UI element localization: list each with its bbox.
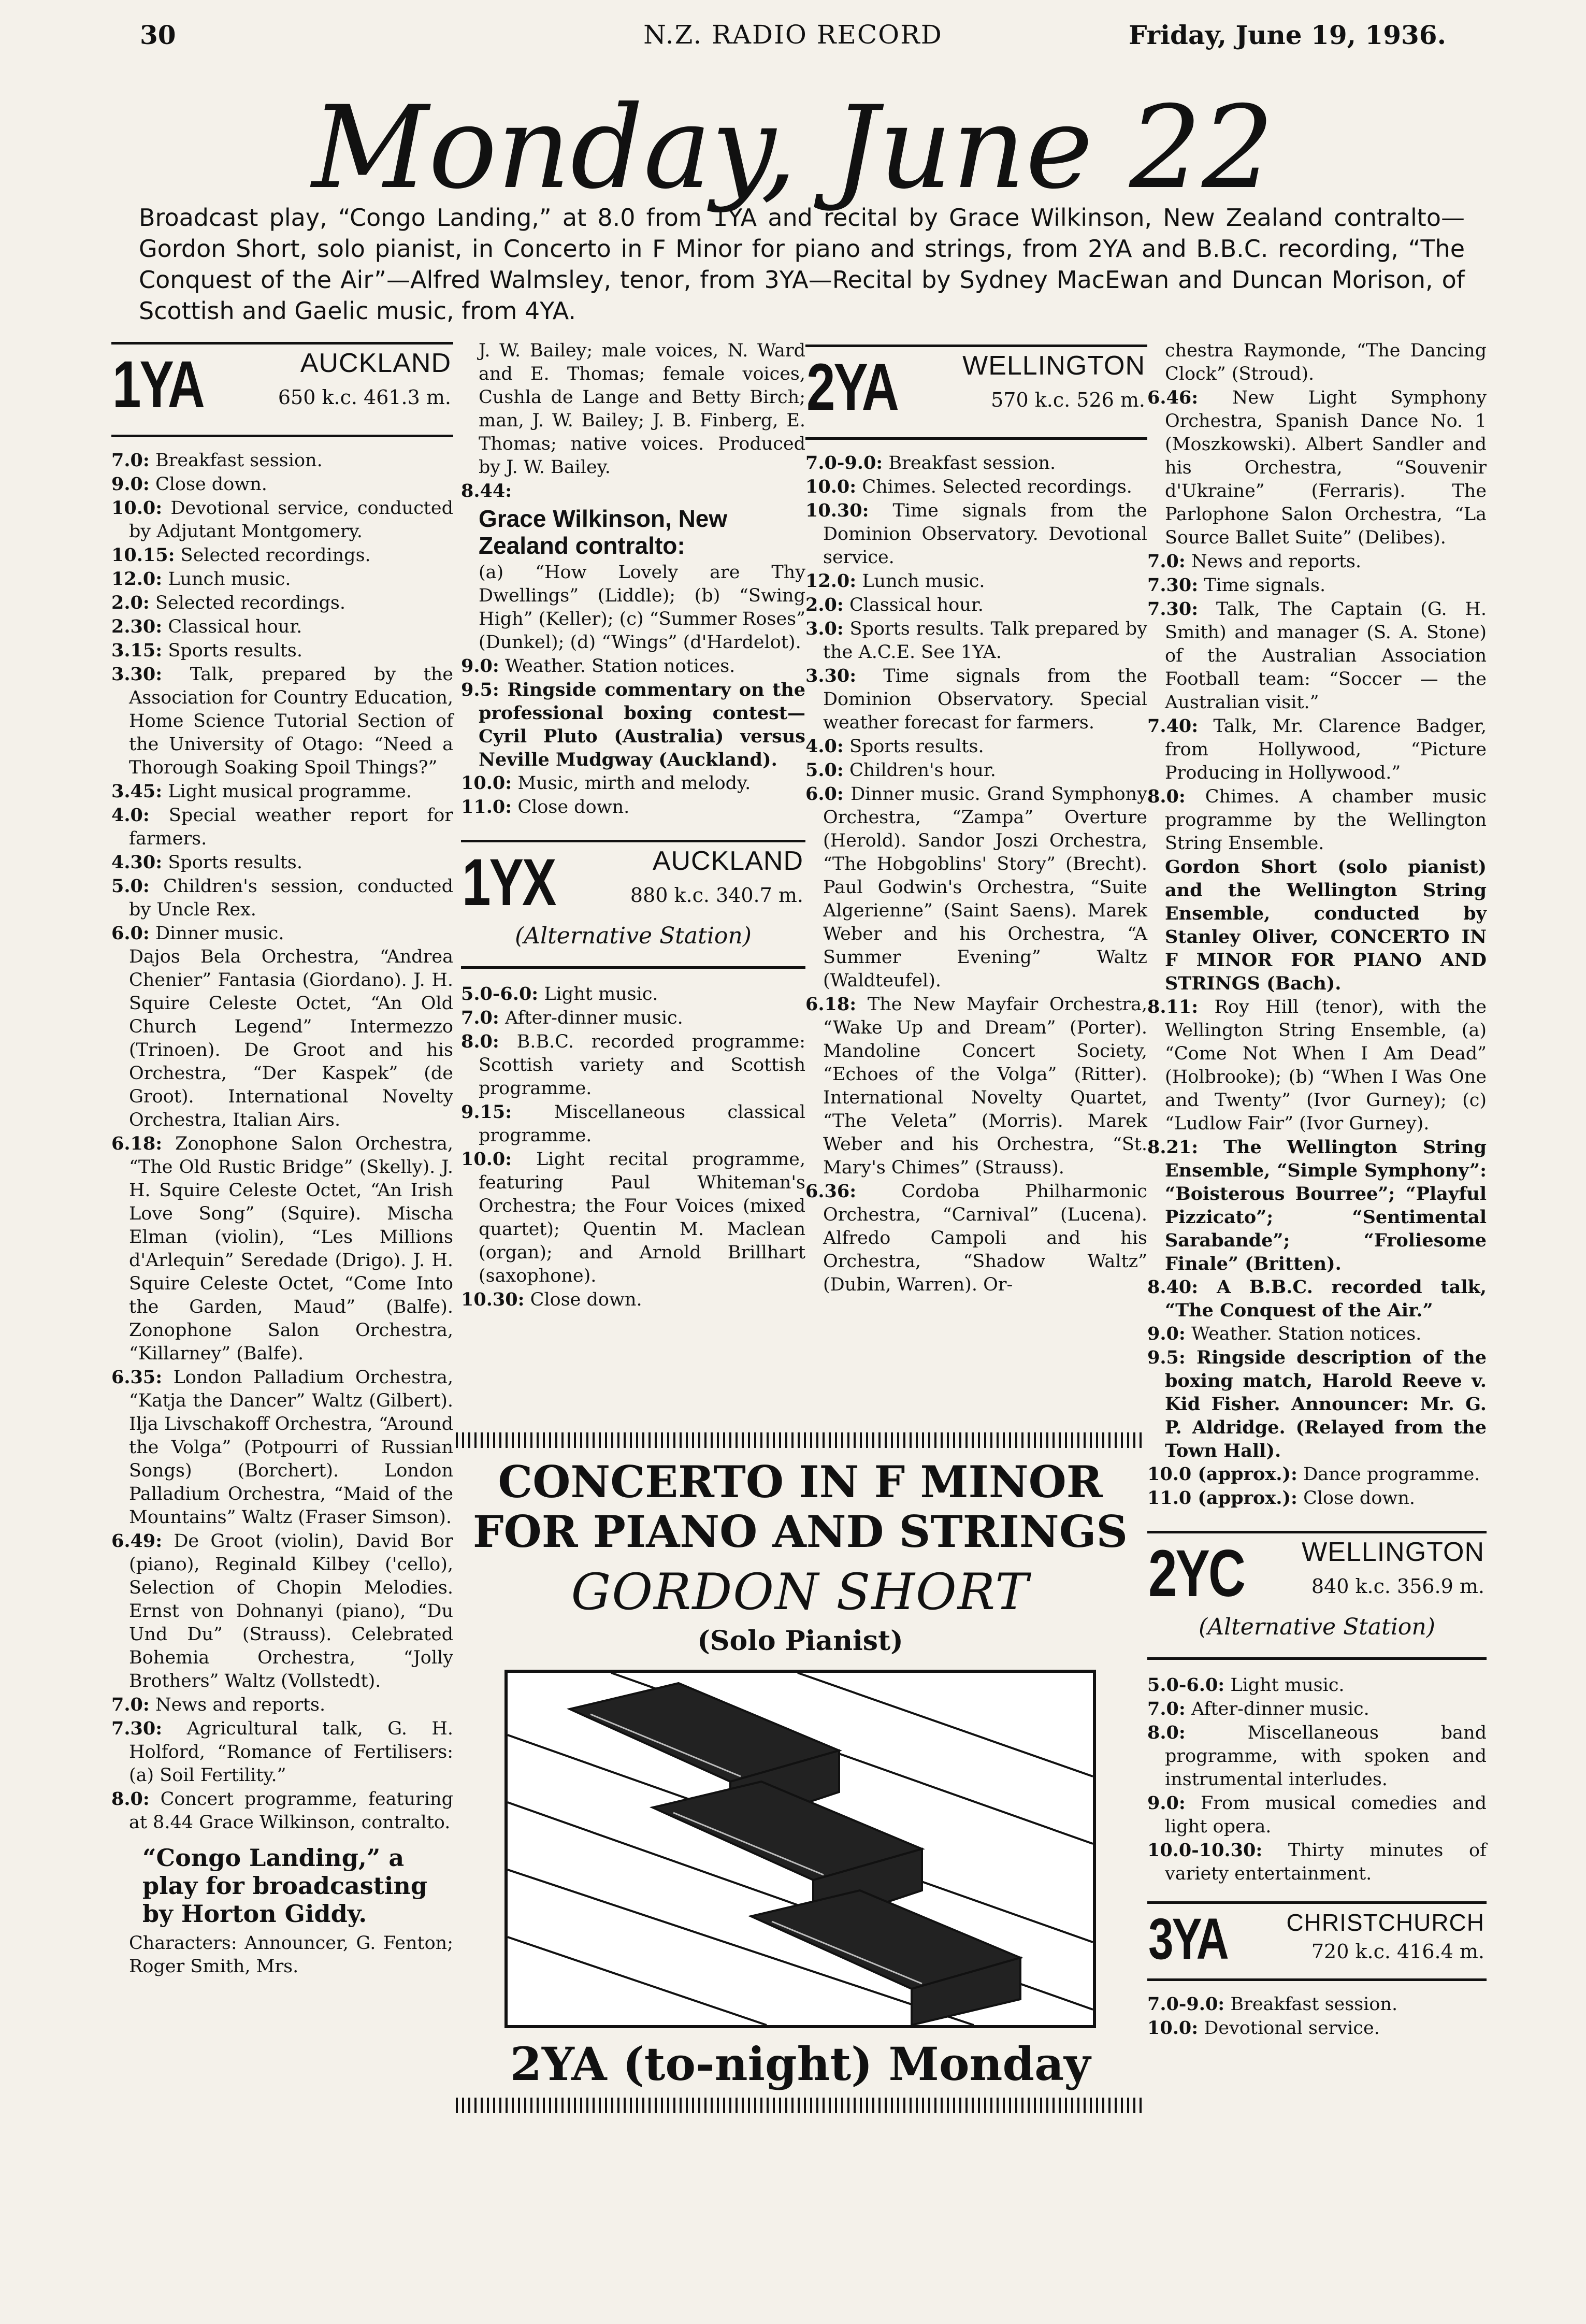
entry-description: Cordoba Philharmonic Orchestra, “Carnival” (Lucena). Alfredo Campoli and his Orchestra, “Shadow Waltz” (Dubin, Warren). Or- (823, 1181, 1147, 1295)
entry-time: 8.44: (461, 480, 512, 501)
entry-description: Chimes. Selected recordings. (862, 477, 1132, 497)
entry-time: 10.15: (111, 544, 175, 566)
programme-entry (111, 449, 453, 472)
play-title: “Congo Landing,” a play for broadcasting by Horton Giddy. (142, 1844, 428, 1928)
entry-time: 10.0: (111, 497, 163, 519)
programme-list-3ya (1147, 1992, 1487, 2040)
feature-songs: (a) “How Lovely are Thy Dwellings” (Liddle); (b) “Swing High” (Keller); (c) “Summer Roses” (Dunkel); (d) “Wings” (d'Hardelot). (479, 562, 806, 653)
entry-time: 7.0: (111, 1694, 150, 1715)
programme-entry (805, 593, 1147, 617)
entry-time: 7.0: (1147, 1698, 1186, 1719)
column-4 (1147, 339, 1487, 2040)
entry-time: 10.0: (461, 1149, 512, 1170)
programme-entry (805, 499, 1147, 569)
entry-time: 6.18: (805, 994, 857, 1015)
station-alternative: (Alternative Station) (1199, 1614, 1435, 1640)
programme-entry (1147, 1275, 1487, 1322)
programme-entry (805, 664, 1147, 735)
entry-description: Sports results. (168, 852, 302, 873)
column-2 (461, 339, 805, 1312)
station-call: 1YX (462, 845, 555, 920)
programme-entry (805, 758, 1147, 782)
entry-description: Classical hour. (168, 616, 302, 637)
programme-entry (805, 782, 1147, 993)
programme-entry (111, 1693, 453, 1717)
programme-list-2yc (1147, 1673, 1487, 1886)
programme-entry (805, 1180, 1147, 1297)
programme-entry (1147, 1322, 1487, 1346)
entry-description: Special weather report for farmers. (129, 805, 453, 849)
programme-entry (805, 617, 1147, 664)
entry-time: 9.0: (1147, 1323, 1186, 1344)
entry-time: 9.5: (461, 679, 499, 700)
entry-time: 8.11: (1147, 996, 1199, 1017)
advert-headline-1: CONCERTO IN F MINOR (498, 1456, 1103, 1508)
entry-time: 6.35: (111, 1367, 163, 1388)
station-header-1yx (461, 840, 805, 969)
entry-time: 6.49: (111, 1530, 163, 1552)
entry-time: 3.30: (111, 664, 163, 685)
programme-entry (805, 451, 1147, 475)
page-number: 30 (140, 20, 176, 50)
programme-entry (1147, 1697, 1487, 1721)
entry-description: Time signals from the Dominion Observatory. Special weather forecast for farmers. (823, 666, 1147, 733)
entry-description: Classical hour. (849, 595, 984, 615)
entry-time: 10.30: (461, 1289, 525, 1310)
feature-artist: Grace Wilkinson, New Zealand contralto: (479, 505, 728, 559)
programme-entry (111, 1717, 453, 1787)
station-header-2yc (1147, 1531, 1487, 1660)
programme-entry (1147, 1462, 1487, 1486)
programme-entry (461, 1006, 805, 1030)
entry-time: 10.0: (805, 476, 857, 497)
running-header (0, 20, 1586, 61)
programme-entry (461, 678, 805, 771)
entry-time: 7.0: (461, 1007, 499, 1028)
entry-description: Close down. (155, 474, 267, 495)
entry-description: Lunch music. (862, 571, 985, 592)
entry-time: 7.0-9.0: (805, 452, 883, 474)
programme-entry (111, 922, 453, 945)
programme-entry (111, 1529, 453, 1693)
entry-time: 5.0-6.0: (461, 983, 539, 1005)
programme-entry (1147, 573, 1487, 597)
column-3 (805, 345, 1147, 1297)
intro-paragraph: Broadcast play, “Congo Landing,” at 8.0 from 1YA and recital by Grace Wilkinson, New Zealand contralto—Gordon Short, solo pianist, in Concerto in F Minor for piano and strings, from 2YA and B.B.C. recording, “The Conquest of the Air”—Alfred Walmsley, tenor, from 3YA—Recital by Sydney MacEwan and Duncan Morison, of Scottish and Gaelic music, from 4YA. (139, 204, 1465, 325)
programme-entry (461, 1147, 805, 1288)
programme-entry (1147, 1721, 1487, 1791)
entry-description: Talk, The Captain (G. H. Smith) and manager (S. A. Stone) of the Australian Association Football team: “Soccer — the Australian visit.” (1165, 599, 1487, 713)
entry-time: 7.30: (111, 1718, 163, 1739)
entry-description: Agricultural talk, G. H. Holford, “Romance of Fertilisers: (a) Soil Fertility.” (129, 1718, 453, 1786)
entry-description: News and reports. (1191, 551, 1362, 572)
programme-entry (461, 771, 805, 795)
station-call: 2YC (1148, 1537, 1244, 1611)
entry-time: 8.0: (1147, 1722, 1186, 1743)
programme-entry (111, 543, 453, 567)
entry-time: 9.5: (1147, 1347, 1186, 1368)
programme-entry (461, 1288, 805, 1312)
entry-time: 5.0: (111, 876, 150, 897)
entry-time: 2.0: (111, 592, 150, 613)
station-frequency: 570 k.c. 526 m. (991, 389, 1145, 411)
piano-keys-illustration (504, 1670, 1096, 2028)
entry-time: 6.0: (111, 923, 150, 944)
programme-entry (111, 1787, 453, 1834)
entry-description: Children's hour. (849, 760, 996, 781)
entry-description: Breakfast session. (155, 450, 323, 471)
entry-time: 8.0: (461, 1031, 499, 1052)
programme-entry (1147, 1791, 1487, 1839)
entry-time: 7.30: (1147, 598, 1199, 620)
entry-description: Breakfast session. (1230, 1994, 1398, 2015)
entry-description: Talk, prepared by the Association for Country Education, Home Science Tutorial Section of the University of Otago: “Need a Thorough Soaking Spoil Things?” (129, 664, 453, 778)
advert-footer: 2YA (to-night) Monday (510, 2037, 1091, 2091)
entry-description: Weather. Station notices. (504, 656, 736, 677)
advert-performer-role: (Solo Pianist) (697, 1625, 903, 1657)
station-frequency: 840 k.c. 356.9 m. (1311, 1575, 1484, 1598)
programme-list-1yx (461, 982, 805, 1312)
play-characters-continued: J. W. Bailey; male voices, N. Ward and E. Thomas; female voices, Cushla de Lange and Betty Birch; man, J. W. Bailey; J. B. Finberg, E. Thomas; native voices. Produced by J. W. Bailey. (479, 340, 805, 478)
column-1 (111, 342, 453, 1978)
programme-entry (111, 639, 453, 663)
entry-time: 3.0: (805, 618, 844, 639)
programme-list-2ya (805, 451, 1147, 1297)
entry-time: 7.30: (1147, 575, 1199, 596)
entry-description: After-dinner music. (1191, 1699, 1369, 1719)
entry-description: News and reports. (155, 1695, 326, 1715)
entry-description: Zonophone Salon Orchestra, “The Old Rustic Bridge” (Skelly). J. H. Squire Celeste Octet, “An Irish Love Song” (Squire). Mischa Elman (violin), “Les Millions d'Arlequin” Seredade (Drigo). J. H. Squire Celeste Octet, “Come Into the Garden, Maud” (Balfe). Zonophone Salon Orchestra, “Killarney” (Balfe). (129, 1134, 453, 1364)
entry-description: Miscellaneous classical programme. (479, 1102, 805, 1146)
issue-date: Friday, June 19, 1936. (1129, 20, 1446, 50)
programme-entry (1147, 714, 1487, 785)
entry-time: 7.0: (1147, 551, 1186, 572)
entry-time: 9.15: (461, 1101, 512, 1123)
dinner-music-detail: Dajos Bela Orchestra, “Andrea Chenier” Fantasia (Giordano). J. H. Squire Celeste Octet, “An Old Church Legend” Intermezzo (Trinoen). De Groot and his Orchestra, “Der Kaspek” (de Groot). International Novelty Orchestra, Italian Airs. (129, 946, 453, 1130)
entry-time: 3.30: (805, 665, 857, 686)
entry-description: Ringside description of the boxing match, Harold Reeve v. Kid Fisher. Announcer: Mr. G. P. Aldridge. (Relayed from the Town Hall). (1165, 1347, 1487, 1461)
entry-time: 12.0: (111, 568, 163, 590)
entry-description: Talk, Mr. Clarence Badger, from Hollywood, “Picture Producing in Hollywood.” (1165, 716, 1487, 783)
entry-description: Roy Hill (tenor), with the Wellington String Ensemble, (a) “Come Not When I Am Dead” (Holbrooke); (b) “When I Was One and Twenty” (Ivor Gurney); (c) “Ludlow Fair” (Ivor Gurney). (1165, 997, 1487, 1134)
day-title: Monday, June 22 (312, 81, 1274, 214)
entry-description: De Groot (violin), David Bor (piano), Reginald Kilbey ('cello), Selection of Chopin Melodies. Ernst von Dohnanyi (piano), “Du Und Du” (Strauss). Celebrated Bohemia Orchestra, “Jolly Brothers” Waltz (Vollstedt). (129, 1531, 453, 1691)
entry-time: 10.30: (805, 500, 869, 521)
entry-description: Miscellaneous band programme, with spoken and instrumental interludes. (1165, 1723, 1487, 1790)
station-city: WELLINGTON (1302, 1537, 1484, 1567)
entry-description: The Wellington String Ensemble, “Simple Symphony”: “Boisterous Bourree”; “Playful Pizzicato”; “Sentimental Sarabande”; “Froliesome Finale” (Britten). (1165, 1137, 1487, 1274)
entry-time: 4.30: (111, 852, 163, 873)
advert-headline-2: FOR PIANO AND STRINGS (472, 1506, 1128, 1557)
programme-entry (1147, 995, 1487, 1136)
programme-entry (111, 780, 453, 804)
station-call: 1YA (112, 348, 204, 422)
programme-entry (1147, 597, 1487, 714)
programme-entry (111, 851, 453, 874)
entry-description: Selected recordings. (155, 593, 345, 613)
station-call: 2YA (806, 350, 898, 424)
entry-time: 3.15: (111, 640, 163, 661)
programme-entry (461, 795, 805, 819)
entry-time: 10.0: (1147, 2017, 1199, 2039)
entry-time: 12.0: (805, 570, 857, 592)
programme-entry (461, 654, 805, 678)
station-city: WELLINGTON (962, 351, 1145, 381)
entry-description: From musical comedies and light opera. (1165, 1793, 1487, 1837)
entry-time: 8.40: (1147, 1276, 1199, 1298)
programme-entry (805, 735, 1147, 758)
entry-description: Devotional service, conducted by Adjutant Montgomery. (129, 498, 453, 542)
entry-time: 6.18: (111, 1133, 163, 1154)
programme-entry (1147, 1839, 1487, 1886)
entry-time: 9.0: (1147, 1792, 1186, 1814)
programme-entry (461, 479, 805, 503)
programme-entry (111, 496, 453, 543)
entry-description: Ringside commentary on the professional boxing contest—Cyril Pluto (Australia) versus Neville Mudgway (Auckland). (479, 679, 805, 770)
entry-time: 11.0: (461, 796, 512, 817)
programme-entry (461, 1100, 805, 1147)
programme-list-2ya-late (1147, 995, 1487, 1510)
programme-entry (805, 993, 1147, 1180)
entry-description: Chimes. A chamber music programme by the Wellington String Ensemble. (1165, 786, 1487, 854)
entry-description: Children's session, conducted by Uncle Rex. (129, 876, 453, 920)
entry-description: Dinner music. Grand Symphony Orchestra, “Zampa” Overture (Herold). Sandor Joszi Orchestra, “The Hobgoblins' Story” (Brecht). Paul Godwin's Orchestra, “Suite Algerienne” (Saint Saens). Marek Weber and his Orchestra, “A Summer Evening” Waltz (Waldteufel). (823, 784, 1147, 991)
entry-time: 8.0: (1147, 786, 1186, 807)
entry-description: Close down. (517, 797, 630, 817)
station-city: AUCKLAND (300, 348, 451, 378)
entry-description: Breakfast session. (888, 453, 1056, 474)
entry-time: 8.21: (1147, 1137, 1199, 1158)
programme-entry (111, 1132, 453, 1366)
entry-time: 6.36: (805, 1181, 857, 1202)
entry-description: London Palladium Orchestra, “Katja the Dancer” Waltz (Gilbert). Ilja Livschakoff Orchestra, “Around the Volga” (Potpourri of Russian Songs) (Borchert). London Palladium Orchestra, “Maid of the Mountains” Waltz (Fraser Simson). (129, 1367, 453, 1528)
entry-time: 4.0: (805, 736, 844, 757)
programme-list-2ya-evening (1147, 386, 1487, 855)
station-frequency: 880 k.c. 340.7 m. (630, 884, 803, 907)
entry-description: A B.B.C. recorded talk, “The Conquest of the Air.” (1165, 1276, 1487, 1321)
entry-time: 2.0: (805, 594, 844, 615)
entry-description: Music, mirth and melody. (517, 773, 751, 794)
programme-entry (805, 569, 1147, 593)
station-alternative: (Alternative Station) (515, 923, 752, 949)
station-call: 3YA (1148, 1906, 1228, 1971)
entry-description: B.B.C. recorded programme: Scottish variety and Scottish programme. (479, 1031, 805, 1099)
programme-entry (111, 567, 453, 591)
station-city: CHRISTCHURCH (1286, 1909, 1484, 1936)
programme-list-1ya-late (461, 654, 805, 819)
station-header-3ya (1147, 1901, 1487, 1981)
programme-entry (805, 475, 1147, 499)
programme-entry (1147, 1673, 1487, 1697)
entry-time: 6.46: (1147, 387, 1199, 408)
entry-time: 3.45: (111, 781, 163, 802)
programme-entry (1147, 1486, 1487, 1510)
station-frequency: 720 k.c. 416.4 m. (1311, 1940, 1484, 1963)
programme-entry (111, 615, 453, 639)
entry-description: Sports results. Talk prepared by the A.C.E. See 1YA. (823, 619, 1147, 663)
programme-entry (111, 804, 453, 851)
station-city: AUCKLAND (652, 846, 803, 876)
entry-description: Light recital programme, featuring Paul Whiteman's Orchestra; the Four Voices (mixed quartet); Quentin M. Maclean (organ); and Arnold Brillhart (saxophone). (479, 1149, 805, 1286)
programme-entry (461, 982, 805, 1006)
entry-time: 5.0: (805, 759, 844, 781)
programme-entry (1147, 386, 1487, 550)
play-characters: Characters: Announcer, G. Fenton; Roger Smith, Mrs. (129, 1933, 453, 1977)
entry-time: 7.0: (111, 450, 150, 471)
programme-entry (111, 874, 453, 922)
programme-entry (1147, 2016, 1487, 2040)
programme-entry (1147, 785, 1487, 855)
concerto-advertisement (456, 1432, 1145, 2228)
entry-description: Close down. (530, 1289, 642, 1310)
decorative-rule (456, 1432, 1145, 1448)
entry-description: Sports results. (849, 736, 984, 757)
entry-description: Light musical programme. (168, 781, 412, 802)
entry-time: 2.30: (111, 616, 163, 637)
entry-description: Close down. (1303, 1488, 1416, 1509)
station-header-2ya (805, 345, 1147, 440)
programme-entry (111, 472, 453, 496)
programme-entry (111, 591, 453, 615)
advert-performer: GORDON SHORT (571, 1563, 1030, 1621)
decorative-rule (456, 2098, 1145, 2113)
programme-list-1ya-evening (111, 1132, 453, 1834)
programme-entry (111, 663, 453, 780)
station-frequency: 650 k.c. 461.3 m. (278, 386, 451, 409)
station-header-1ya (111, 342, 453, 437)
entry-description: Light music. (1230, 1675, 1345, 1696)
entry-description: Selected recordings. (180, 545, 371, 566)
orchestra-continued: chestra Raymonde, “The Dancing Clock” (Stroud). (1165, 340, 1487, 384)
entry-description: After-dinner music. (504, 1008, 683, 1028)
entry-time: 7.0-9.0: (1147, 1993, 1225, 2015)
programme-entry (1147, 1136, 1487, 1275)
entry-time: 9.0: (461, 655, 499, 677)
entry-time: 8.0: (111, 1788, 150, 1810)
entry-description: Lunch music. (168, 569, 291, 590)
entry-time: 7.40: (1147, 715, 1199, 737)
entry-description: Concert programme, featuring at 8.44 Grace Wilkinson, contralto. (129, 1789, 453, 1833)
entry-description: Devotional service. (1204, 2018, 1380, 2039)
programme-entry (1147, 550, 1487, 573)
programme-entry (1147, 1992, 1487, 2016)
entry-time: 6.0: (805, 783, 844, 805)
entry-description: Light music. (544, 984, 658, 1005)
entry-time: 5.0-6.0: (1147, 1674, 1225, 1696)
programme-entry (111, 1366, 453, 1529)
entry-description: Sports results. (168, 640, 302, 661)
entry-time: 4.0: (111, 805, 150, 826)
entry-time: 10.0-10.30: (1147, 1840, 1263, 1861)
programme-list-1ya (111, 449, 453, 945)
entry-description: Dance programme. (1303, 1464, 1480, 1485)
entry-time: 10.0 (approx.): (1147, 1464, 1297, 1485)
entry-description: Time signals. (1204, 575, 1326, 596)
entry-description: Weather. Station notices. (1191, 1324, 1422, 1344)
entry-time: 10.0: (461, 772, 512, 794)
entry-time: 11.0 (approx.): (1147, 1487, 1297, 1509)
entry-description: The New Mayfair Orchestra, “Wake Up and Dream” (Porter). Mandoline Concert Society, “Echoes of the Volga” (Ritter). International Novelty Quartet, “The Veleta” (Morris). Marek Weber and his Orchestra, “St. Mary's Chimes” (Strauss). (823, 994, 1147, 1178)
programme-entry (1147, 1346, 1487, 1462)
entry-time: 9.0: (111, 474, 150, 495)
entry-description: Thirty minutes of variety entertainment. (1165, 1840, 1487, 1884)
entry-description: Dinner music. (155, 923, 284, 944)
entry-description: New Light Symphony Orchestra, Spanish Dance No. 1 (Moszkowski). Albert Sandler and his Orchestra, “Souvenir d'Ukraine” (Ferraris). The Parlophone Salon Orchestra, “La Source Ballet Suite” (Delibes). (1165, 388, 1487, 548)
programme-entry (461, 1030, 805, 1100)
concerto-feature: Gordon Short (solo pianist) and the Wellington String Ensemble, conducted by Stanley Oliver, CONCERTO IN F MINOR FOR PIANO AND STRINGS (Bach). (1165, 856, 1487, 994)
masthead: N.Z. RADIO RECORD (643, 20, 943, 50)
entry-description: Time signals from the Dominion Observatory. Devotional service. (823, 500, 1147, 568)
